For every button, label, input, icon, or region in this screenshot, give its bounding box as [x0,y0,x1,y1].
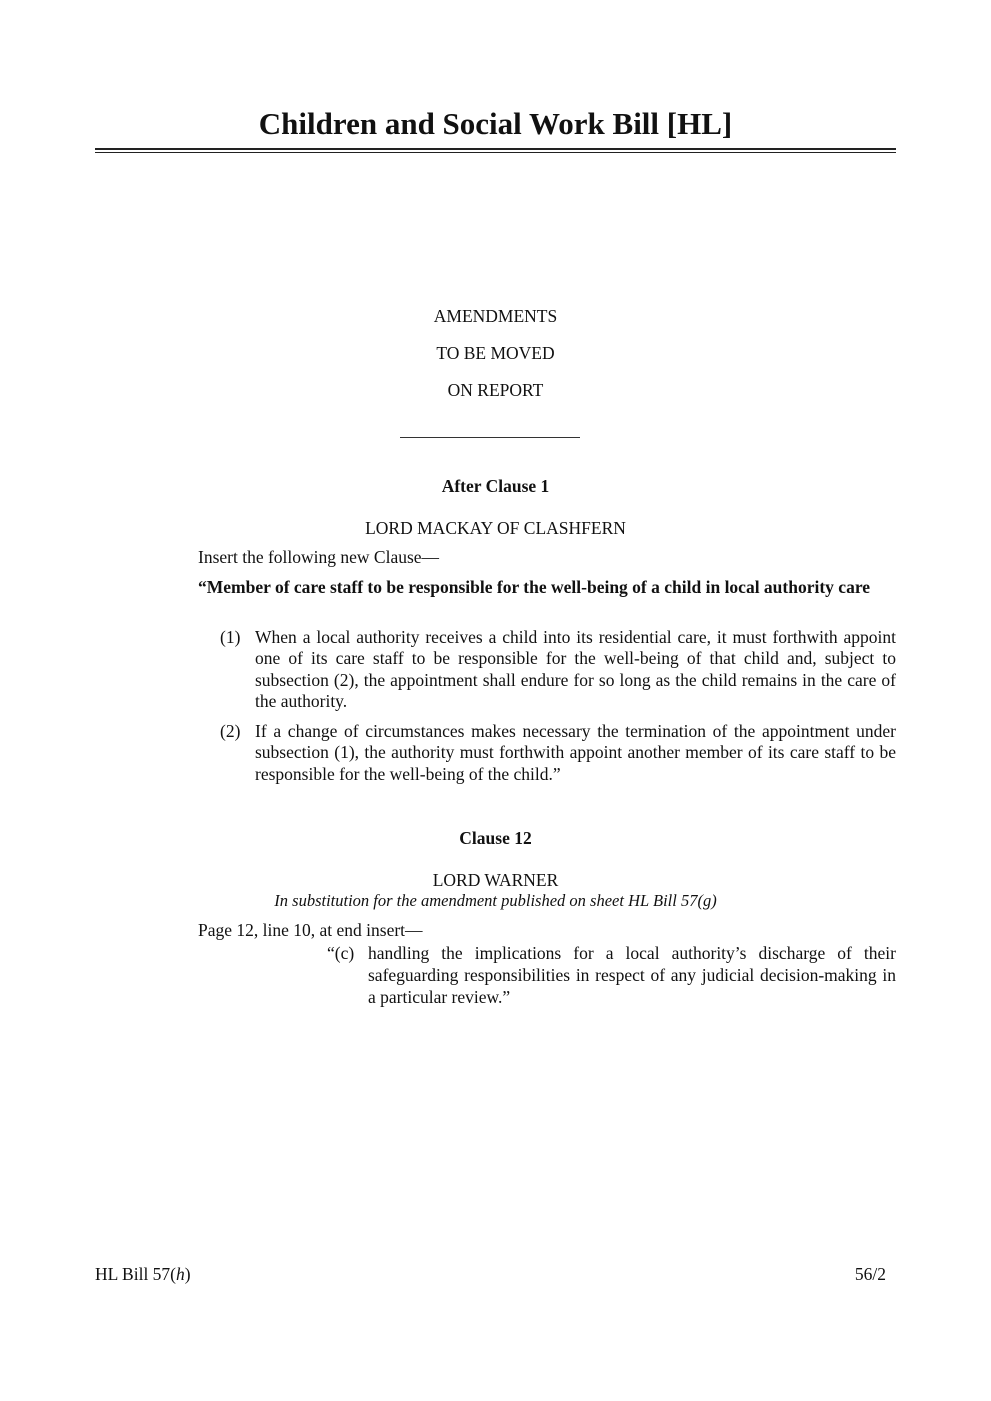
subsection-text: If a change of circumstances makes necessary the termination of the appointment under subsection (1), the authority must forthwith appoint another member of its care staff to be responsible for the well-being of the child.” [255,721,896,784]
heading-line-1: AMENDMENTS [433,306,558,326]
item-text: handling the implications for a local authority’s discharge of their safeguarding responsibilities in respect of any judicial decision-making in a particular review.” [368,943,896,1007]
title-rule-thin [95,152,896,153]
bill-reference [95,1264,191,1285]
page-reference: 56/2 [854,1264,886,1284]
inserted-item [327,942,896,1008]
substitution-note: In substitution for the amendment published on sheet HL Bill 57(g) [274,891,717,910]
subsection-number: (1) [220,627,241,647]
bill-ref-prefix: HL Bill 57( [95,1264,177,1284]
heading-line-2: TO BE MOVED [436,343,555,363]
mover-name: LORD MACKAY OF CLASHFERN [365,518,626,538]
section-heading: After Clause 1 [441,476,550,496]
subsection [198,721,896,785]
instruction: Page 12, line 10, at end insert— [198,920,423,940]
bill-ref-close: ) [184,1264,191,1284]
subsection-number: (2) [220,721,241,741]
instruction: Insert the following new Clause— [198,547,440,567]
bill-ref-letter: h [176,1264,185,1284]
separator-rule [400,437,580,438]
mover-name: LORD WARNER [432,870,559,890]
subsection-text: When a local authority receives a child into its residential care, it must forthwith appoint one of its care staff to be responsible for the well-being of that child and, subject to subsection (2), the appointment shall endure for so long as the child remains in the care of the authority. [255,627,896,711]
heading-line-3: ON REPORT [447,380,544,400]
section-heading: Clause 12 [459,828,532,848]
item-number: “(c) [327,943,355,963]
title-rule [95,148,896,150]
clause-title: “Member of care staff to be responsible for the well-being of a child in local authority care [198,577,871,597]
document-title: Children and Social Work Bill [HL] [258,106,733,141]
subsection [198,627,896,712]
